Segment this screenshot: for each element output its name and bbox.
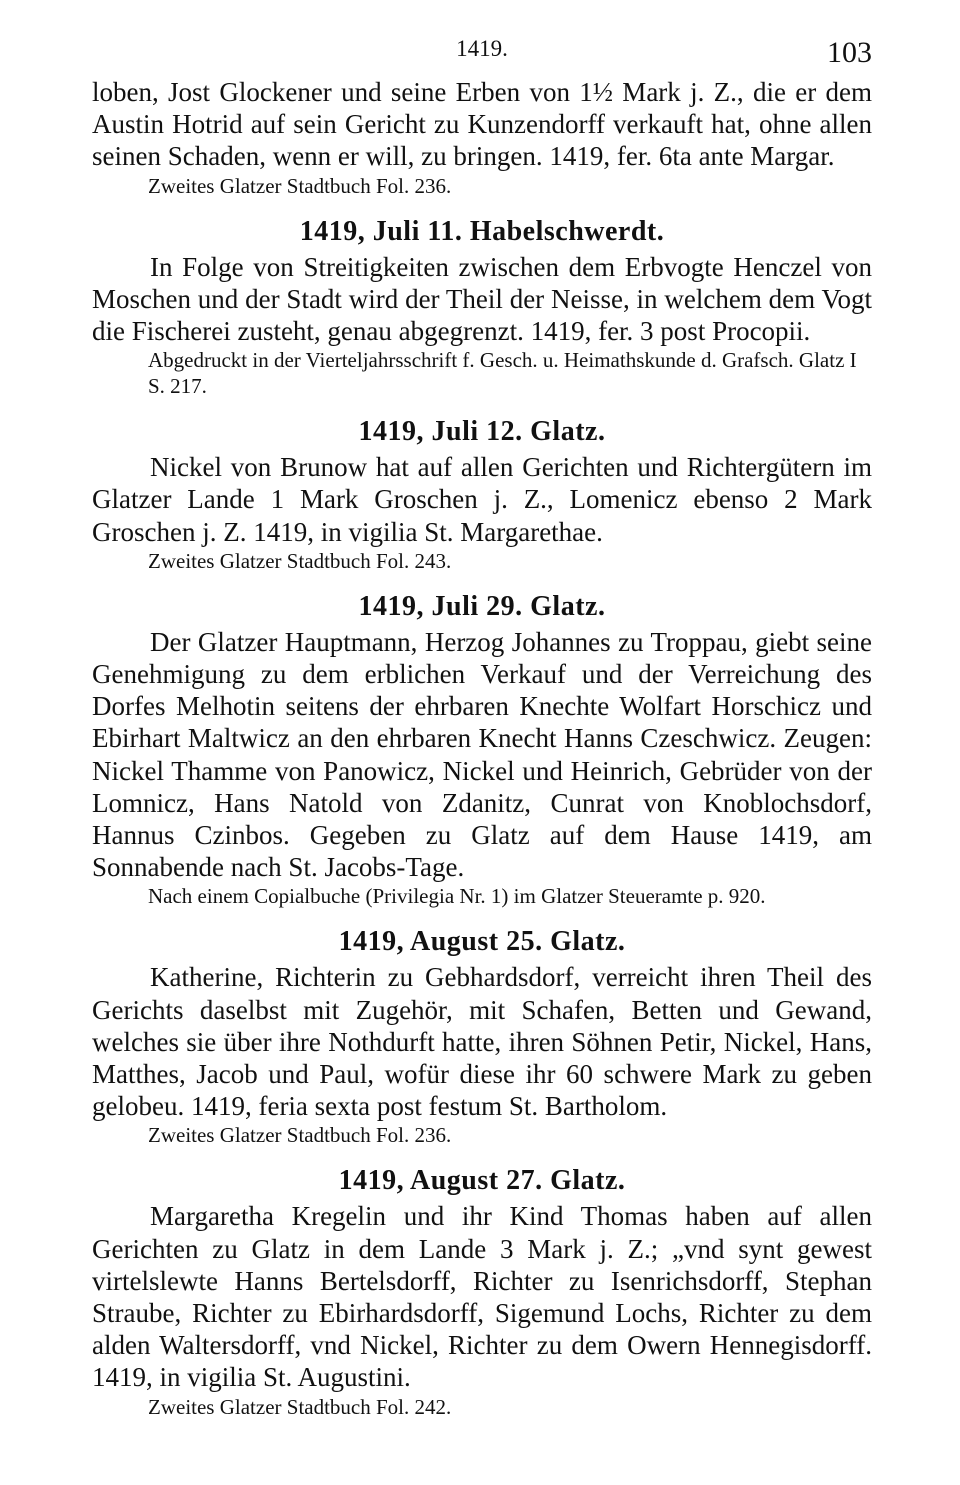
entry-source: Nach einem Copialbuche (Privilegia Nr. 1) im Glatzer Steueramte p. 920. xyxy=(148,884,766,909)
entry-text: Nickel von Brunow hat auf allen Gerichten und Richtergütern im Glatzer Lande 1 Mark Groschen j. Z., Lomenicz ebenso 2 Mark Groschen j. Z. 1419, in vigilia St. Margarethae. xyxy=(92,452,872,547)
entry-text: Margaretha Kregelin und ihr Kind Thomas haben auf allen Gerichten zu Glatz in dem Lande 3 Mark j. Z.; „vnd synt gewest virtelslewte Hanns Bertelsdorff, Richter zu Isenrichsdorff, Stephan Straube, Richter zu Ebirhardsdorff, Sigemund Lochs, Richter zu dem alden Waltersdorff, vnd Nickel, Richter zu dem Owern Hennegisdorff. 1419, in vigilia St. Augustini. xyxy=(92,1201,872,1393)
entry-source: Zweites Glatzer Stadtbuch Fol. 236. xyxy=(148,173,452,198)
running-head-year: 1419. xyxy=(456,36,508,61)
entry-heading: 1419, Juli 11. Habelschwerdt. xyxy=(299,215,665,247)
entry-source: Zweites Glatzer Stadtbuch Fol. 236. xyxy=(148,1123,452,1148)
page-number: 103 xyxy=(827,36,872,69)
entry-text: loben, Jost Glockener und seine Erben von 1½ Mark j. Z., die er dem Austin Hotrid auf sein Gericht zu Kunzendorff verkauft hat, ohne allen seinen Schaden, wenn er will, zu bringen. 1419, fer. 6ta ante Margar. xyxy=(92,77,872,172)
entry-heading: 1419, Juli 12. Glatz. xyxy=(358,416,606,448)
entry-heading: 1419, Juli 29. Glatz. xyxy=(358,590,606,622)
page xyxy=(92,28,872,1420)
entry-source: Zweites Glatzer Stadtbuch Fol. 243. xyxy=(148,548,452,573)
entry-text: In Folge von Streitigkeiten zwischen dem Erbvogte Henczel von Moschen und der Stadt wird der Theil der Neisse, in welchem dem Vogt die Fischerei zusteht, genau abgegrenzt. 1419, fer. 3 post Procopii. xyxy=(92,251,872,347)
entry-heading: 1419, August 25. Glatz. xyxy=(338,926,626,958)
entry-text: Der Glatzer Hauptmann, Herzog Johannes zu Troppau, giebt seine Genehmigung zu dem erblichen Verkauf und der Verreichung des Dorfes Melhotin seitens der ehrbaren Knechte Wolfart Horschicz und Ebirhart Maltwicz an den ehrbaren Knecht Hanns Czeschwicz. Zeugen: Nickel Thamme von Panowicz, Nickel und Heinrich, Gebrüder von der Lomnicz, Hans Natold von Zdanitz, Cunrat von Knoblochsdorf, Hannus Czinbos. Gegeben zu Glatz auf dem Hause 1419, am Sonnabende nach St. Jacobs-Tage. xyxy=(92,626,872,883)
running-head xyxy=(92,28,872,76)
entry-heading: 1419, August 27. Glatz. xyxy=(338,1165,626,1197)
entry-text: Katherine, Richterin zu Gebhardsdorf, verreicht ihren Theil des Gerichts daselbst mit Zugehör, mit Schafen, Betten und Gewand, welches sie über ihre Nothdurft hatte, ihren Söhnen Petir, Nickel, Hans, Matthes, Jacob und Paul, wofür diese ihr 60 schwere Mark zu geben gelobeu. 1419, feria sexta post festum St. Bartholom. xyxy=(92,962,872,1122)
entry-source: Zweites Glatzer Stadtbuch Fol. 242. xyxy=(148,1394,452,1419)
entry-source: Abgedruckt in der Vierteljahrsschrift f. Gesch. u. Heimathskunde d. Grafsch. Glatz I S. 217. xyxy=(148,348,857,399)
